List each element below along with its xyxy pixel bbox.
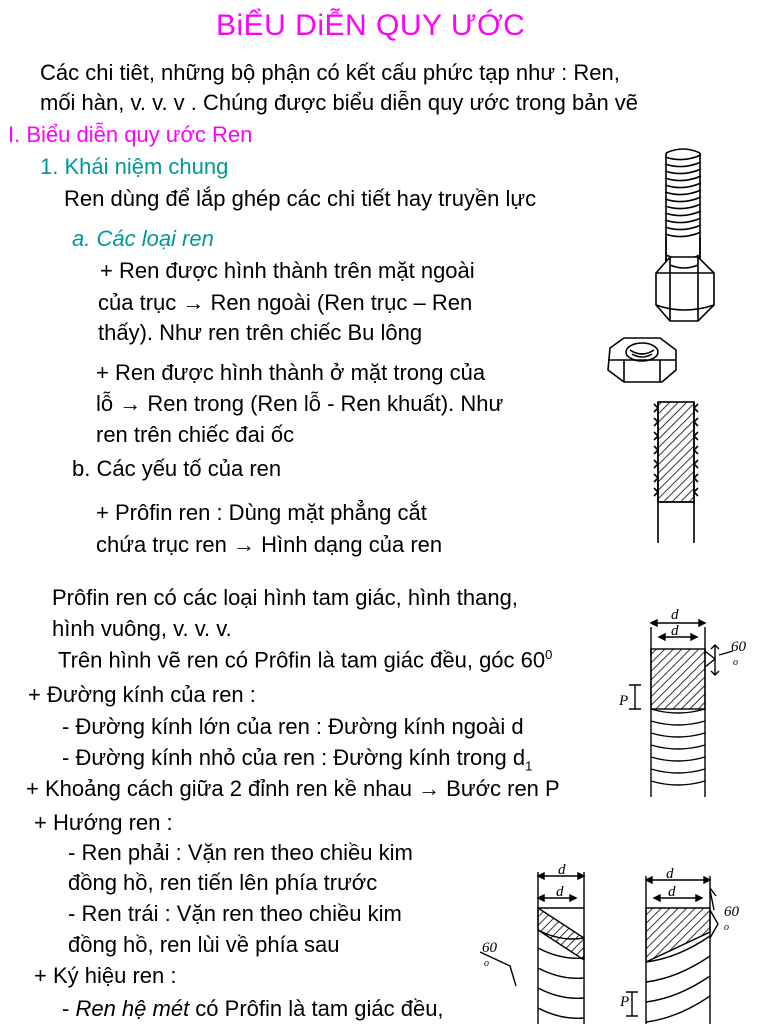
profile-def-line-2: chứa trục ren → Hình dạng của ren (96, 532, 443, 557)
symbol-heading: + Ký hiệu ren : (34, 963, 177, 988)
left-thread-line-1: - Ren trái : Vặn ren theo chiều kim (68, 901, 402, 926)
bolt-illustration (648, 145, 728, 330)
metric-thread-desc: có Prôfin là tam giác đều, (189, 996, 444, 1021)
thread-types-heading: a. Các loại ren (72, 226, 214, 251)
metric-dash: - (62, 996, 76, 1021)
profile-types-line-1: Prôfin ren có các loại hình tam giác, hình thang, (52, 585, 518, 610)
diameter-heading: + Đường kính của ren : (28, 682, 256, 707)
thread-profile-diagram (615, 605, 765, 800)
internal-thread-line-2: lỗ → Ren trong (Ren lỗ - Ren khuất). Như (96, 391, 504, 416)
external-thread-line-3: thấy). Như ren trên chiếc Bu lông (98, 320, 423, 345)
intro-line-1: Các chi tiêt, những bộ phận có kết cấu phức tạp như : Ren, (40, 60, 620, 85)
pitch-text: + Khoảng cách giữa 2 đỉnh ren kề nhau → Bước ren P (26, 776, 560, 801)
metric-thread-name: Ren hệ mét (75, 996, 190, 1021)
minor-diameter-sub: 1 (525, 758, 533, 774)
label-pitch-left: P (620, 994, 630, 1010)
major-diameter-text: - Đường kính lớn của ren : Đường kính ngoài d (62, 714, 524, 739)
label-angle-unit: o (733, 657, 738, 668)
metric-thread-line (62, 996, 444, 1022)
section-heading: I. Biểu diễn quy ước Ren (8, 122, 253, 147)
label-angle-unit-right: o (484, 958, 489, 969)
thread-elements-heading: b. Các yếu tố của ren (72, 456, 282, 481)
nut-illustration (602, 332, 682, 392)
direction-heading: + Hướng ren : (34, 810, 173, 835)
label-angle-left: 60 (724, 904, 739, 920)
degree-sup: 0 (545, 647, 553, 662)
page-title: BiỂU DiỄN QUY ƯỚC (216, 9, 526, 42)
minor-diameter-line (62, 745, 532, 774)
internal-thread-line-1: + Ren được hình thành ở mặt trong của (96, 360, 486, 385)
label-d1-left: d (668, 884, 676, 900)
label-d1-right: d (556, 884, 564, 900)
profile-def-line-1: + Prôfin ren : Dùng mặt phẳng cắt (96, 500, 427, 525)
right-thread-line-1: - Ren phải : Vặn ren theo chiều kim (68, 840, 413, 865)
intro-line-2: mối hàn, v. v. v . Chúng được biểu diễn quy ước trong bản vẽ (40, 90, 639, 115)
profile-types-line-2: hình vuông, v. v. v. (52, 616, 232, 641)
subsection-heading: 1. Khái niệm chung (40, 154, 229, 179)
profile-angle-line (58, 647, 552, 674)
left-hand-thread-diagram (618, 866, 768, 1024)
right-hand-thread-diagram (476, 862, 596, 1024)
label-d1: d (671, 623, 679, 639)
label-angle-right: 60 (482, 940, 497, 956)
external-thread-line-1: + Ren được hình thành trên mặt ngoài (100, 258, 475, 283)
general-concept-text: Ren dùng để lắp ghép các chi tiết hay truyền lực (64, 186, 537, 211)
external-thread-line-2: của trục → Ren ngoài (Ren trục – Ren (98, 290, 473, 315)
minor-diameter-text: - Đường kính nhỏ của ren : Đường kính trong d (62, 745, 526, 770)
label-angle: 60 (731, 639, 746, 655)
right-thread-line-2: đồng hồ, ren tiến lên phía trước (68, 870, 378, 895)
label-d-right: d (558, 862, 566, 878)
internal-thread-section (648, 398, 708, 543)
left-thread-line-2: đồng hồ, ren lùi về phía sau (68, 932, 340, 957)
internal-thread-line-3: ren trên chiếc đai ốc (96, 422, 295, 447)
label-pitch: P (619, 693, 629, 709)
label-d: d (671, 607, 679, 623)
label-angle-unit-left: o (724, 922, 729, 933)
profile-angle-text: Trên hình vẽ ren có Prôfin là tam giác đều, góc 60 (58, 647, 546, 673)
label-d-left: d (666, 866, 674, 882)
